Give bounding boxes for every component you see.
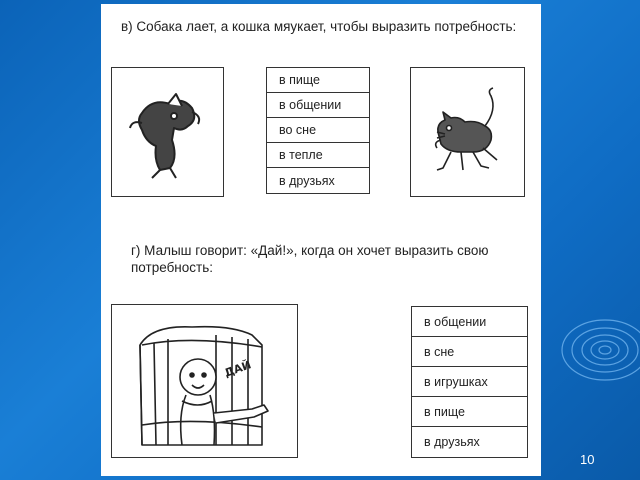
dog-illustration [111,67,224,197]
option-g-4[interactable]: в пище [412,397,527,427]
option-v-4[interactable]: в тепле [267,143,369,168]
option-v-3[interactable]: во сне [267,118,369,143]
option-g-2[interactable]: в сне [412,337,527,367]
option-g-5[interactable]: в друзьях [424,435,480,449]
speech-label: ДАЙ [222,358,253,380]
option-v-2[interactable]: в общении [267,93,369,118]
task-g-question: г) Малыш говорит: «Дай!», когда он хочет выразить свою потребность: [131,243,489,275]
child-in-playpen-illustration [111,304,298,458]
task-v-options [266,67,370,194]
slide-number: 10 [580,452,595,467]
option-v-1[interactable]: в пище [267,68,369,93]
task-g-options [411,306,528,458]
option-g-3[interactable]: в игрушках [412,367,527,397]
water-ripple-decoration [560,310,640,390]
worksheet-page [101,4,541,476]
task-v-question: в) Собака лает, а кошка мяукает, чтобы выразить потребность: [121,19,517,34]
cat-illustration [410,67,525,197]
option-g-1[interactable]: в общении [412,307,527,337]
option-v-5[interactable]: в друзьях [279,173,335,188]
